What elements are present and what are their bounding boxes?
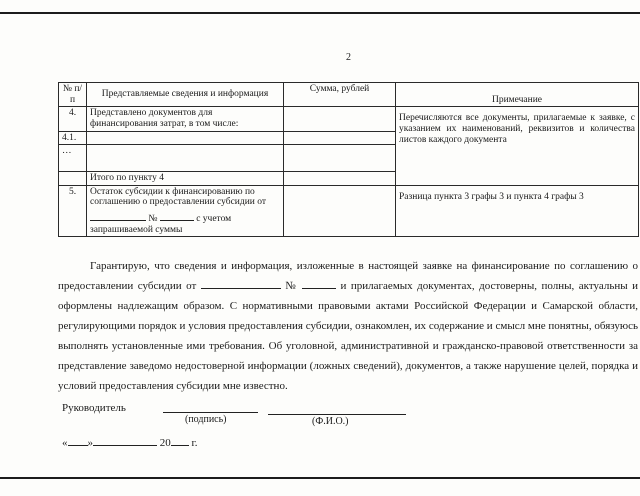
row-5-text-c: с учетом запрашиваемой суммы: [90, 214, 232, 235]
scan-edge-bottom: [0, 477, 640, 479]
row-4-1-num: 4.1.: [59, 131, 87, 145]
row-5-date-blank: [90, 208, 146, 221]
guarantee-part-1: Гарантирую, что сведения и информация, изложенные в настоящей заявке на финансирование по соглашению о предоставлении субсидии от: [58, 260, 638, 292]
row-4-sum: [284, 107, 396, 131]
scan-edge-top: [0, 12, 640, 14]
row-total-sum: [284, 172, 396, 186]
date-month-blank: [93, 433, 157, 446]
row-5-text-a: Остаток субсидии к финансированию по соглашению о предоставлении субсидии от: [90, 186, 267, 208]
guarantee-number-blank: [302, 276, 336, 289]
table-header-row: [59, 83, 639, 107]
date-close-quote: »: [87, 437, 93, 449]
head-label: Руководитель: [62, 402, 126, 414]
row-4-note: Перечисляются все документы, прилагаемые к заявке, с указанием их наименований, реквизитов и количества листов каждого документа: [396, 107, 639, 186]
date-year-blank: [171, 433, 189, 446]
row-4-2-text: [87, 145, 284, 172]
row-4-num: 4.: [59, 107, 87, 131]
header-info: Представляемые сведения и информация: [87, 83, 284, 107]
row-4-1-sum: [284, 131, 396, 145]
row-total-num: [59, 172, 87, 186]
row-5-number-blank: [160, 208, 194, 221]
guarantee-part-2: №: [285, 280, 298, 292]
date-year-prefix: 20: [159, 437, 171, 449]
row-4-2-sum: [284, 145, 396, 172]
date-suffix: г.: [191, 437, 198, 449]
row-4-2-num: …: [59, 145, 87, 172]
header-sum: Сумма, рублей: [284, 83, 396, 107]
table-row-4: [59, 107, 639, 131]
guarantee-part-3: и прилагаемых документах, достоверны, полны, актуальны и оформлены надлежащим образом. С нормативными правовыми актами Российской Федерации и Самарской области, регулирующими порядок и условия предоставления субсидии, ознакомлен, их содержание и смысл мне понятны, обязуюсь выполнять установленные ими требования. Об уголовной, административной и гражданско-правовой ответственности за представление заведомо недостоверной информации (ложных сведений), документов, а также нарушение целей, порядка и условий предоставления субсидии мне известно.: [58, 280, 639, 392]
guarantee-paragraph: [58, 256, 638, 396]
date-open-quote: «: [62, 437, 68, 449]
row-total-text: Итого по пункту 4: [87, 172, 284, 186]
row-5-note: Разница пункта 3 графы 3 и пункта 4 графы 3: [396, 185, 639, 237]
row-4-1-text: [87, 131, 284, 145]
row-5-text: [87, 185, 284, 237]
funding-request-table: [58, 82, 639, 237]
date-line: [62, 433, 198, 449]
guarantee-date-blank: [201, 276, 281, 289]
signature-caption: (подпись): [185, 414, 227, 425]
row-5-num: 5.: [59, 185, 87, 237]
row-5-text-b: №: [148, 214, 158, 224]
fio-line: [268, 414, 406, 415]
signature-line: [163, 412, 258, 413]
header-num: № п/п: [59, 83, 87, 107]
row-5-sum: [284, 185, 396, 237]
fio-caption: (Ф.И.О.): [312, 416, 349, 427]
date-day-blank: [68, 433, 88, 446]
header-note: Примечание: [396, 83, 639, 107]
table-row-5: [59, 185, 639, 237]
row-4-text: Представлено документов для финансирования затрат, в том числе:: [87, 107, 284, 131]
page-number: 2: [346, 52, 351, 63]
